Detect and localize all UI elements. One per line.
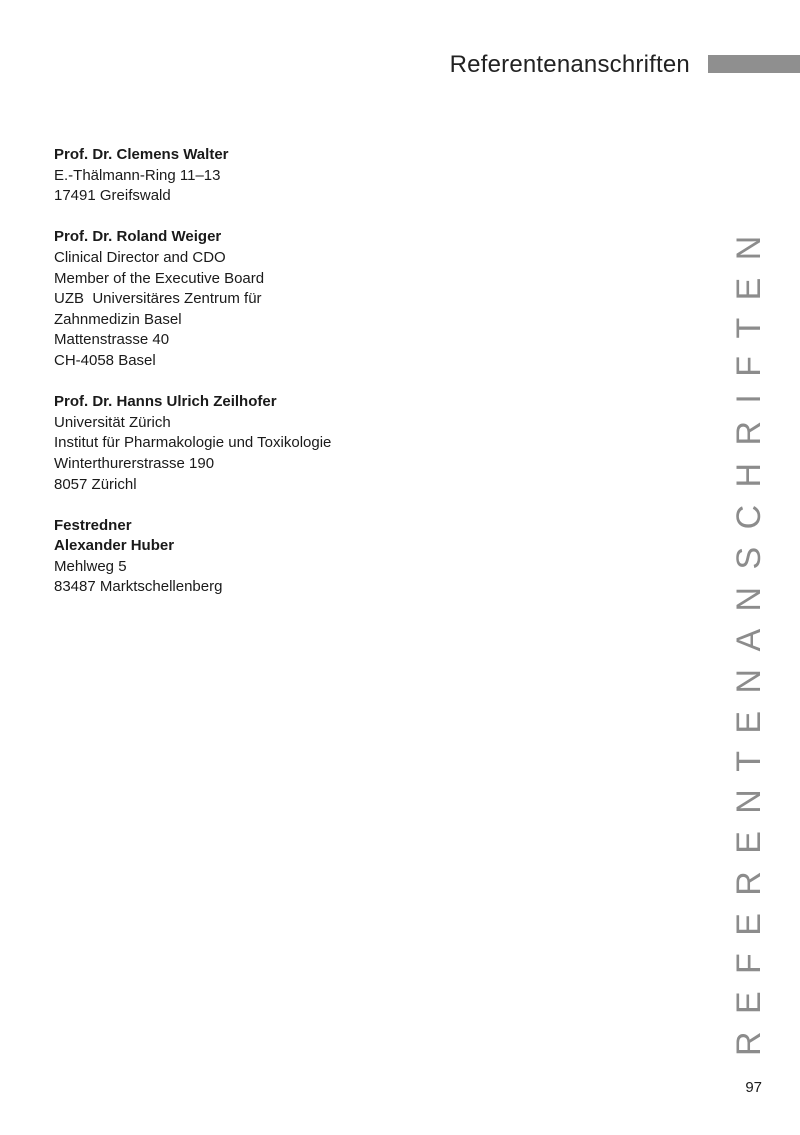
address-line: 83487 Marktschellenberg [54, 578, 223, 596]
speaker-name: Prof. Dr. Hanns Ulrich Zeilhofer [54, 393, 277, 411]
page-number: 97 [745, 1079, 762, 1096]
address-entry [54, 227, 614, 371]
speaker-name: Prof. Dr. Clemens Walter [54, 146, 229, 163]
address-line: Mehlweg 5 [54, 557, 127, 575]
address-line: Mattenstrasse 40 [54, 331, 170, 349]
header-accent-bar [708, 55, 800, 73]
address-entry [54, 145, 614, 207]
address-list [54, 145, 614, 619]
address-line: Clinical Director and CDO [54, 248, 226, 266]
side-section-title: REFERENTENANSCHRIFTEN [730, 218, 768, 1056]
speaker-role: Festredner [54, 516, 132, 534]
address-line: Zahnmedizin Basel [54, 310, 182, 328]
address-line: Member of the Executive Board [54, 269, 265, 287]
page-title: Referentenanschriften [449, 51, 690, 78]
address-line: 8057 Zürichl [54, 475, 137, 493]
address-line: 17491 Greifswald [54, 187, 171, 205]
address-line: Institut für Pharmakologie und Toxikologie [54, 434, 332, 452]
speaker-name: Alexander Huber [54, 537, 175, 555]
address-line: E.-Thälmann-Ring 11–13 [54, 166, 221, 184]
address-line: CH-4058 Basel [54, 351, 156, 369]
speaker-name: Prof. Dr. Roland Weiger [54, 228, 222, 246]
address-entry [54, 392, 614, 495]
address-line: UZB Universitäres Zentrum für [54, 290, 262, 308]
address-line: Winterthurerstrasse 190 [54, 454, 215, 472]
address-entry [54, 516, 614, 598]
address-line: Universität Zürich [54, 413, 171, 431]
